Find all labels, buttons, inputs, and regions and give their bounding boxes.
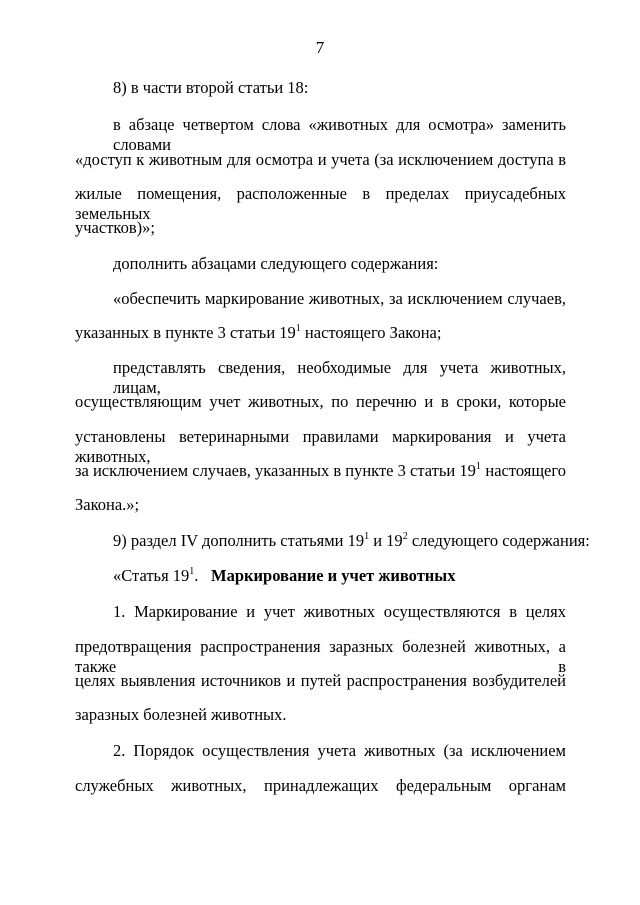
paragraph-line: указанных в пункте 3 статьи $19^1$ настоящего Закона; <box>75 322 442 342</box>
paragraph-line: дополнить абзацами следующего содержания: <box>113 254 439 273</box>
superscript: 1 <box>364 530 370 542</box>
paragraph-line: представлять сведения, необходимые для учета животных, лицам, <box>113 358 566 397</box>
paragraph-line: за исключением случаев, указанных в пункте 3 статьи $19^1$ настоящего <box>75 460 566 480</box>
page-number: 7 <box>315 38 325 57</box>
paragraph-line: заразных болезней животных. <box>75 705 287 724</box>
paragraph-line: «доступ к животным для осмотра и учета (за исключением доступа в <box>75 150 566 169</box>
paragraph-line: осуществляющим учет животных, по перечню и в сроки, которые <box>75 392 566 411</box>
article-heading: «Статья $19^1$. <box>113 565 199 585</box>
paragraph-line: участков)»; <box>75 218 155 237</box>
superscript: 1 <box>295 322 301 334</box>
paragraph-line: служебных животных, принадлежащих федеральным органам <box>75 776 566 795</box>
paragraph-line: жилые помещения, расположенные в пределах приусадебных земельных <box>75 184 566 223</box>
superscript: 2 <box>402 530 408 542</box>
paragraph-line: «обеспечить маркирование животных, за исключением случаев, <box>113 289 566 308</box>
superscript: 1 <box>189 565 195 577</box>
paragraph-line: в абзаце четвертом слова «животных для осмотра» заменить словами <box>113 115 566 154</box>
paragraph-line: предотвращения распространения заразных болезней животных, а также в <box>75 637 566 676</box>
superscript: 1 <box>475 460 481 472</box>
paragraph-line: Закона.»; <box>75 495 140 514</box>
paragraph-line: 2. Порядок осуществления учета животных (за исключением <box>113 741 566 760</box>
paragraph-line: 1. Маркирование и учет животных осуществляются в целях <box>113 602 566 621</box>
item-8-heading: 8) в части второй статьи 18: <box>113 78 309 97</box>
paragraph-line: установлены ветеринарными правилами маркирования и учета животных, <box>75 427 566 466</box>
item-9-heading: 9) раздел IV дополнить статьями $19^1$ и $19^2$ следующего содержания: <box>113 530 590 550</box>
paragraph-line: целях выявления источников и путей распространения возбудителей <box>75 671 566 690</box>
article-title: Маркирование и учет животных <box>211 566 456 585</box>
